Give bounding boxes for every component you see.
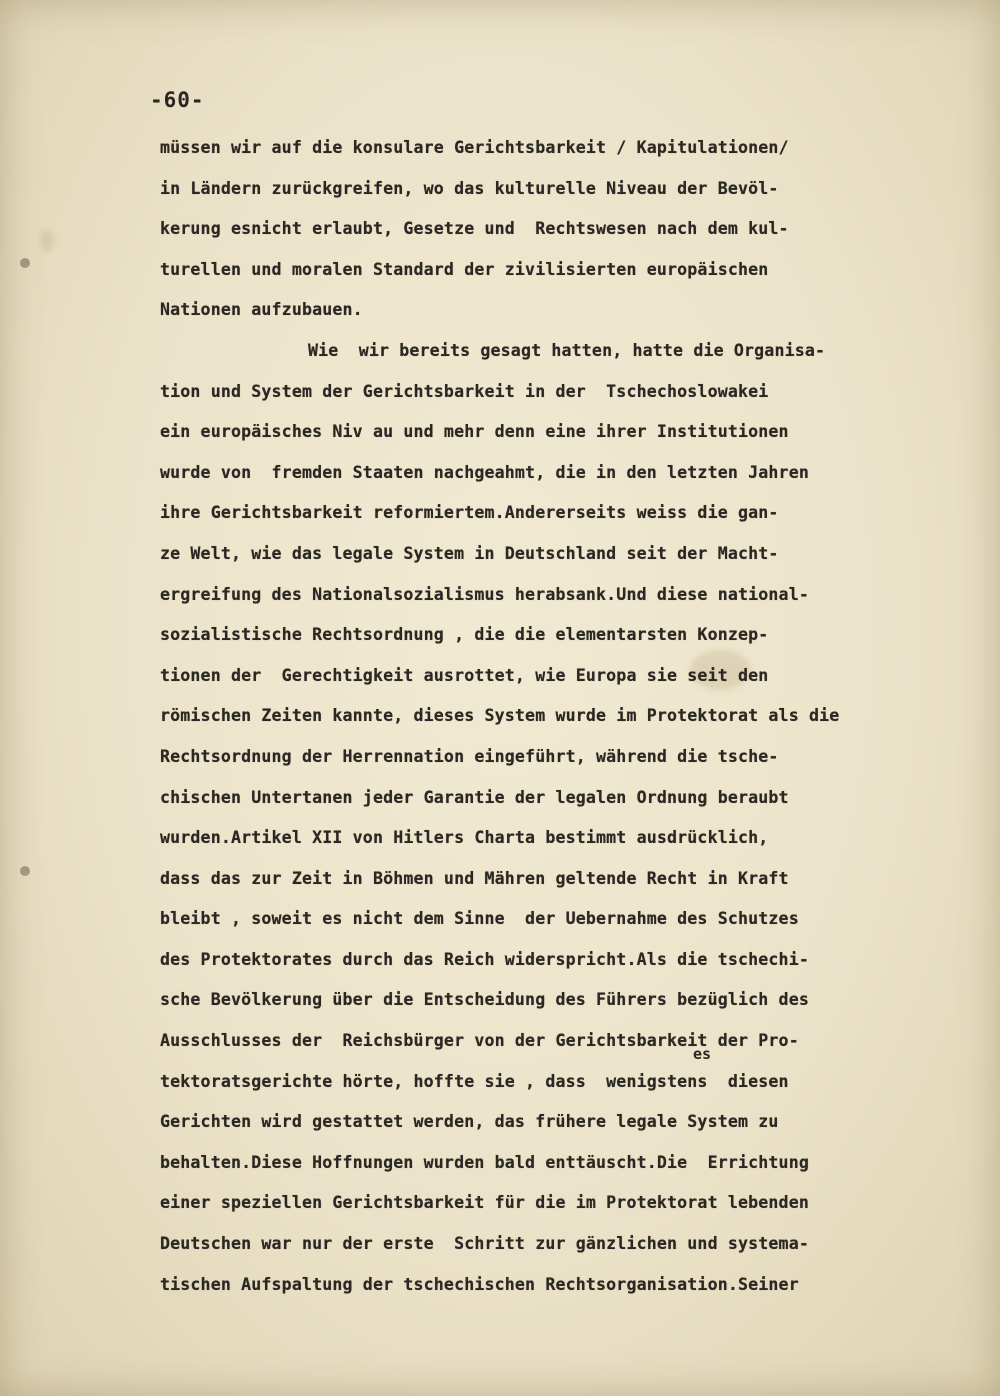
text-line: bleibt , soweit es nicht dem Sinne der Uebernahme des Schutzes (160, 909, 799, 929)
text-line: wurde von fremden Staaten nachgeahmt, die in den letzten Jahren (160, 462, 809, 482)
text-line: kerung esnicht erlaubt, Gesetze und Rechtswesen nach dem kul- (160, 219, 789, 239)
text-line: Ausschlusses der Reichsbürger von der Gerichtsbarkeit der Pro- (160, 1031, 799, 1051)
text-line: wurden.Artikel XII von Hitlers Charta bestimmt ausdrücklich, (160, 828, 769, 848)
interlinear-correction: es (693, 1045, 712, 1063)
text-line: dass das zur Zeit in Böhmen und Mähren geltende Recht in Kraft (160, 868, 789, 888)
text-line: ergreifung des Nationalsozialismus herabsank.Und diese national- (160, 584, 809, 604)
paper-stain (40, 230, 54, 252)
text-line: Nationen aufzubauen. (160, 300, 363, 320)
text-line: Gerichten wird gestattet werden, das frühere legale System zu (160, 1112, 779, 1132)
text-line: Deutschen war nur der erste Schritt zur gänzlichen und systema- (160, 1234, 809, 1254)
page-number: -60- (150, 88, 205, 112)
text-line: Rechtsordnung der Herrennation eingeführt, während die tsche- (160, 746, 779, 766)
punch-hole (20, 258, 30, 268)
text-line: müssen wir auf die konsulare Gerichtsbarkeit / Kapitulationen/ (160, 138, 789, 157)
text-line: ein europäisches Niv au und mehr denn eine ihrer Institutionen (160, 422, 789, 442)
text-line: chischen Untertanen jeder Garantie der legalen Ordnung beraubt (160, 787, 789, 807)
text-line: tektoratsgerichte hörte, hoffte sie , dass wenigstens diesen (160, 1071, 789, 1091)
text-line: tionen der Gerechtigkeit ausrottet, wie Europa sie seit den (160, 665, 769, 685)
text-line: tion und System der Gerichtsbarkeit in der Tschechoslowakei (160, 381, 769, 401)
text-line: tischen Aufspaltung der tschechischen Rechtsorganisation.Seiner (160, 1274, 799, 1294)
text-line: römischen Zeiten kannte, dieses System wurde im Protektorat als die (160, 706, 840, 726)
text-line: turellen und moralen Standard der zivilisierten europäischen (160, 259, 769, 279)
text-line: behalten.Diese Hoffnungen wurden bald enttäuscht.Die Errichtung (160, 1152, 809, 1172)
text-line: einer speziellen Gerichtsbarkeit für die im Protektorat lebenden (160, 1193, 809, 1213)
text-line: sozialistische Rechtsordnung , die die elementarsten Konzep- (160, 625, 769, 645)
text-line: sche Bevölkerung über die Entscheidung des Führers bezüglich des (160, 990, 809, 1010)
text-line: ze Welt, wie das legale System in Deutschland seit der Macht- (160, 543, 779, 563)
typed-body-text (160, 128, 960, 1305)
text-line: des Protektorates durch das Reich widerspricht.Als die tschechi- (160, 949, 809, 969)
text-line-paragraph-start: Wie wir bereits gesagt hatten, hatte die Organisa- (308, 340, 826, 360)
text-line: in Ländern zurückgreifen, wo das kulturelle Niveau der Bevöl- (160, 178, 779, 198)
punch-hole (20, 866, 30, 876)
text-line: ihre Gerichtsbarkeit reformiertem.Andererseits weiss die gan- (160, 503, 779, 523)
